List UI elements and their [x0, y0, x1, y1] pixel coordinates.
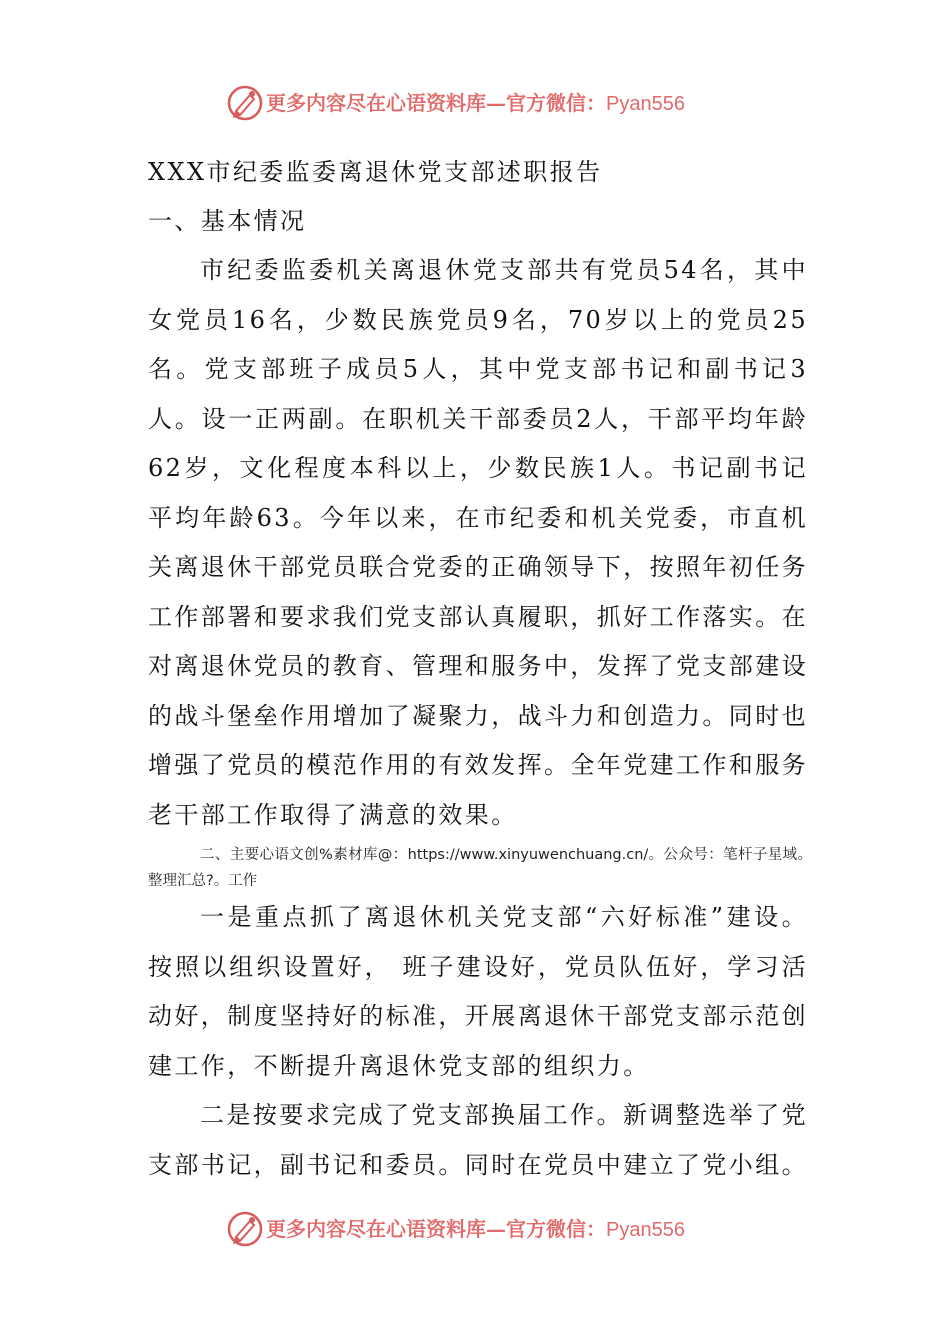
paragraph-six-good-standard: 一是重点抓了离退休机关党支部“六好标准”建设。按照以组织设置好， 班子建设好，党员队伍好，学习活动好，制度坚持好的标准，开展离退休干部党支部示范创建工作，不断提升离退休党支部的组织力。 [148, 903, 808, 1080]
section-heading-basic: 一、基本情况 [148, 207, 307, 235]
pen-logo-icon [226, 1210, 264, 1248]
footer-banner [0, 1210, 950, 1250]
banner-label: 更多内容尽在心语资料库—官方微信： [266, 91, 606, 115]
banner-text [266, 88, 685, 119]
banner-wechat-id: Pyan556 [606, 1219, 685, 1241]
header-banner [0, 84, 950, 124]
banner-text [266, 1214, 685, 1245]
section-heading-main-work: 二、主要心语文创%素材库@：https://www.xinyuwenchuang.cn/。公众号：笔杆子星域。整理汇总?。工作 [148, 847, 812, 889]
pen-logo-icon [226, 84, 264, 122]
paragraph-basic-situation: 市纪委监委机关离退休党支部共有党员54名，其中女党员16名，少数民族党员9名，70岁以上的党员25名。党支部班子成员5人，其中党支部书记和副书记3人。设一正两副。在职机关干部委员2人，干部平均年龄62岁，文化程度本科以上，少数民族1人。书记副书记平均年龄63。今年以来，在市纪委和机关党委，市直机关离退休干部党员联合党委的正确领导下，按照年初任务工作部署和要求我们党支部认真履职，抓好工作落实。在对离退休党员的教育、管理和服务中，发挥了党支部建设的战斗堡垒作用增加了凝聚力，战斗力和创造力。同时也增强了党员的模范作用的有效发挥。全年党建工作和服务老干部工作取得了满意的效果。 [148, 256, 808, 829]
document-title: XXX市纪委监委离退休党支部述职报告 [148, 158, 603, 186]
banner-label: 更多内容尽在心语资料库—官方微信： [266, 1217, 606, 1241]
paragraph-branch-election: 二是按要求完成了党支部换届工作。新调整选举了党支部书记，副书记和委员。同时在党员中建立了党小组。 [148, 1101, 808, 1179]
banner-wechat-id: Pyan556 [606, 93, 685, 115]
